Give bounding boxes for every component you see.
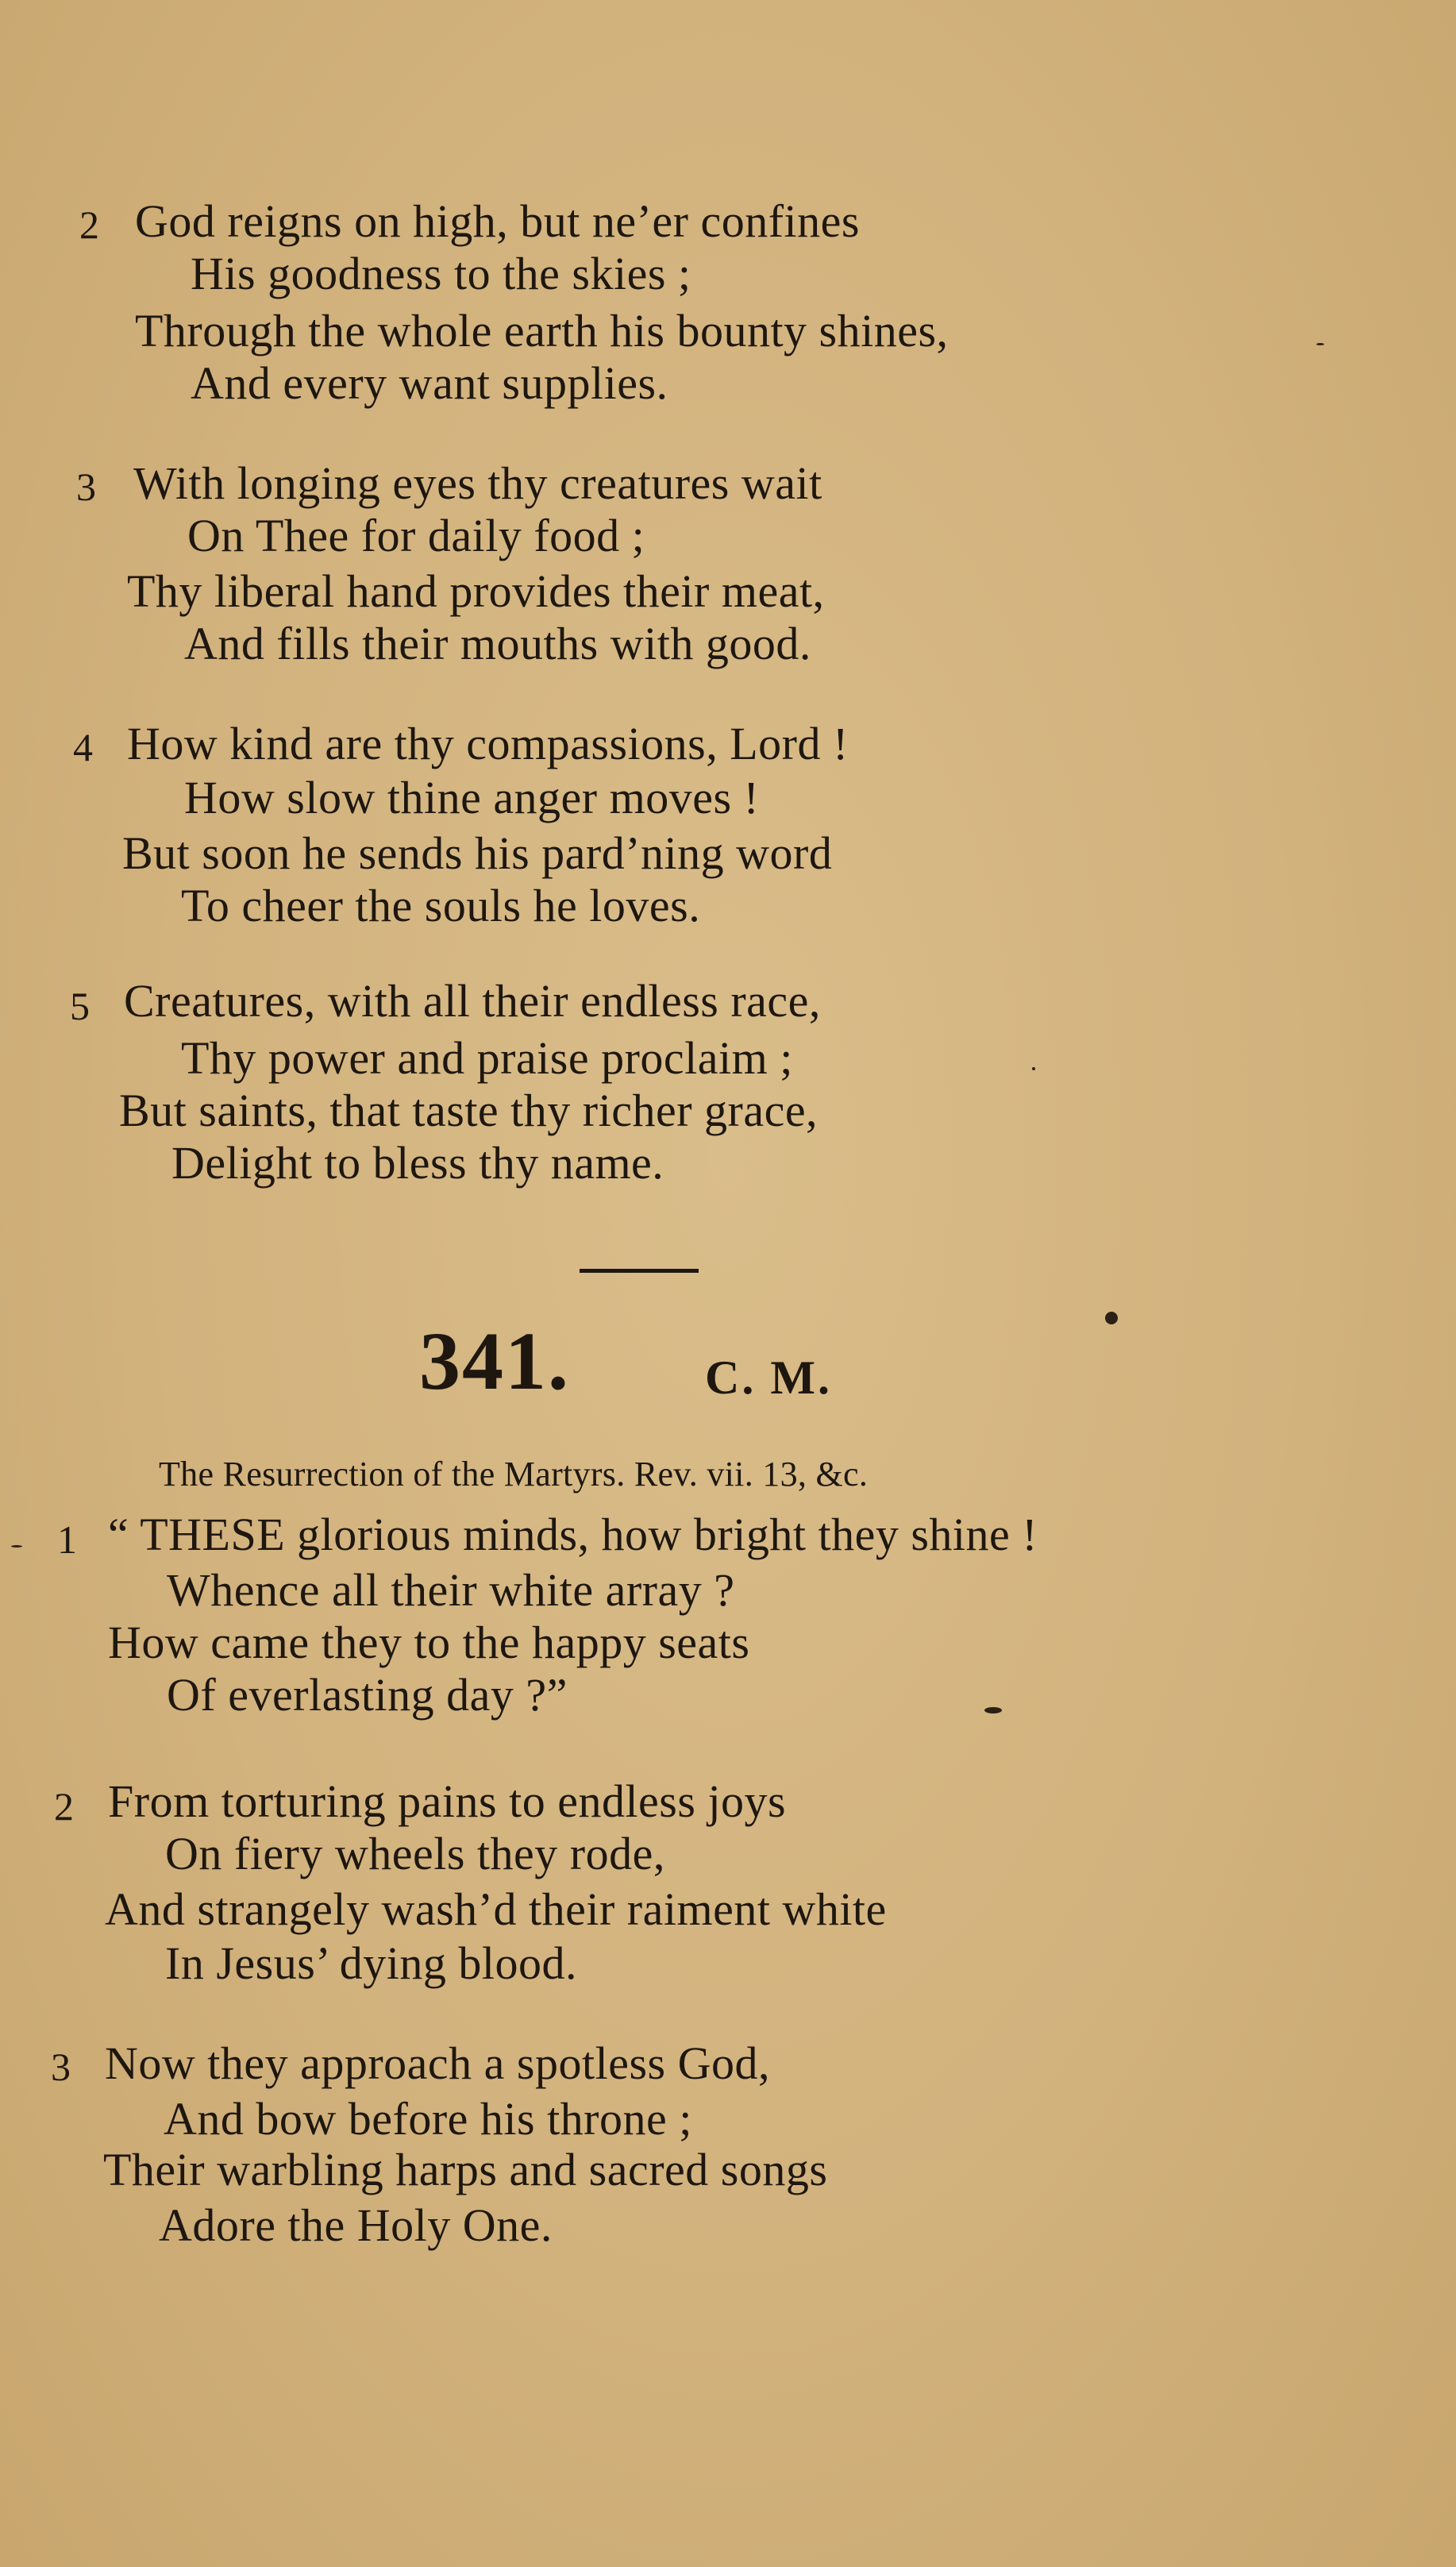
verse-line: And bow before his throne ; [164, 2093, 692, 2145]
verse-line: “ THESE glorious minds, how bright they shine ! [108, 1509, 1038, 1560]
verse-line: His goodness to the skies ; [191, 248, 691, 299]
stanza-number: 1 [57, 1517, 77, 1562]
verse-line: With longing eyes thy creatures wait [133, 457, 822, 509]
verse-line: On fiery wheels they rode, [165, 1828, 665, 1879]
stanza-number: 2 [54, 1784, 74, 1829]
verse-line: But saints, that taste thy richer grace, [119, 1085, 819, 1136]
verse-line: How kind are thy compassions, Lord ! [127, 718, 849, 769]
hymn-meter: C. M. [705, 1351, 832, 1404]
ink-speck [11, 1545, 22, 1548]
verse-line: From torturing pains to endless joys [108, 1775, 787, 1827]
hymn-subtitle: The Resurrection of the Martyrs. Rev. vii. 13, &c. [159, 1455, 869, 1494]
stanza-number: 4 [73, 725, 93, 769]
ink-speck [1316, 343, 1324, 345]
verse-line: Creatures, with all their endless race, [124, 975, 821, 1027]
verse-line: In Jesus’ dying blood. [165, 1937, 578, 1989]
verse-line: But soon he sends his pard’ning word [122, 827, 833, 879]
verse-line: And strangely wash’d their raiment white [105, 1883, 887, 1935]
verse-line: Of everlasting day ?” [167, 1669, 568, 1721]
verse-line: God reigns on high, but ne’er confines [135, 195, 860, 247]
verse-line: Whence all their white array ? [167, 1564, 735, 1616]
stanza-number: 5 [70, 984, 90, 1028]
verse-line: Adore the Holy One. [159, 2199, 553, 2251]
verse-line: How came they to the happy seats [108, 1617, 750, 1668]
stanza-number: 3 [51, 2045, 71, 2089]
verse-line: On Thee for daily food ; [187, 510, 645, 561]
verse-line: Their warbling harps and sacred songs [103, 2144, 828, 2195]
ink-speck [1032, 1067, 1035, 1070]
hymn-number: 341. [419, 1316, 570, 1407]
verse-line: And fills their mouths with good. [184, 618, 811, 669]
stanza-number: 3 [76, 464, 96, 509]
verse-line: Now they approach a spotless God, [105, 2037, 770, 2089]
verse-line: How slow thine anger moves ! [184, 772, 760, 823]
ink-speck [984, 1707, 1002, 1713]
verse-line: To cheer the souls he loves. [181, 880, 701, 931]
verse-line: Thy power and praise proclaim ; [181, 1032, 793, 1084]
section-divider [580, 1269, 699, 1273]
stanza-number: 2 [79, 202, 99, 247]
verse-line: Through the whole earth his bounty shines, [135, 305, 949, 357]
ink-speck [1105, 1312, 1118, 1324]
verse-line: And every want supplies. [191, 357, 668, 409]
verse-line: Thy liberal hand provides their meat, [127, 565, 825, 617]
verse-line: Delight to bless thy name. [171, 1137, 664, 1189]
